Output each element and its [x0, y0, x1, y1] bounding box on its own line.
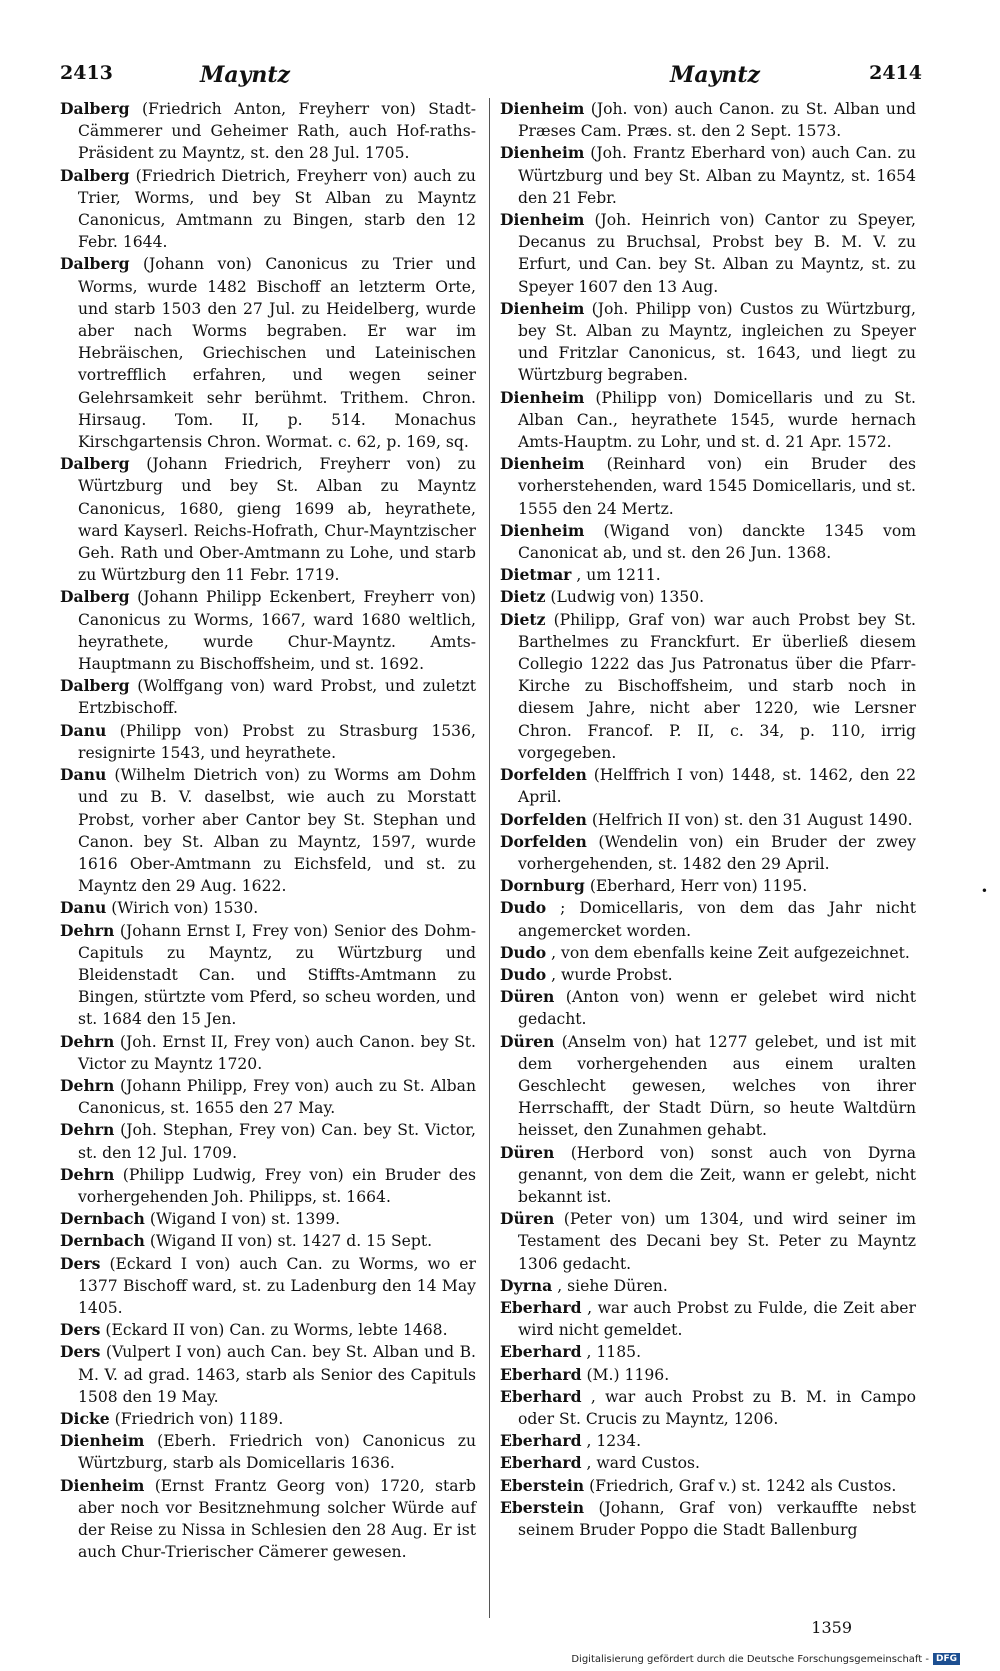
right-page-number: 2414 [869, 62, 922, 84]
entry-text: (Joh. Heinrich von) Cantor zu Speyer, Decanus zu Bruchsal, Probst bey B. M. V. zu Erfurt, und Can. bey St. Alban zu Mayntz, st. zu Speyer 1607 den 13 Aug. [518, 211, 916, 296]
dictionary-entry [500, 520, 916, 564]
dictionary-entry [500, 1341, 916, 1363]
catchword: 1359 [811, 1618, 852, 1637]
entry-headword: Dernbach [60, 1231, 145, 1251]
dictionary-entry [500, 831, 916, 875]
entry-headword: Dehrn [60, 1031, 115, 1051]
dictionary-entry [60, 1341, 476, 1408]
entry-text: , war auch Probst zu Fulde, die Zeit aber wird nicht gemeldet. [518, 1298, 916, 1340]
entry-headword: Dietmar [500, 565, 572, 585]
dictionary-entry [60, 1408, 476, 1430]
running-header [60, 58, 922, 92]
dictionary-entry [500, 1275, 916, 1297]
entry-text: (Wigand II von) st. 1427 d. 15 Sept. [149, 1232, 433, 1251]
entry-text: (Johann Friedrich, Freyherr von) zu Würtzburg und bey St. Alban zu Mayntz Canonicus, 1680, gieng 1699 ab, heyrathete, ward Kayserl. Reichs-Hofrath, Chur-Mayntzischer Geh. Rath und Ober-Amtmann zu Lohe, und starb zu Würtzburg den 11 Febr. 1719. [78, 455, 476, 585]
entry-headword: Düren [500, 987, 555, 1007]
entry-headword: Dehrn [60, 1075, 115, 1095]
entry-text: (Ernst Frantz Georg von) 1720, starb aber noch vor Besitznehmung solcher Würde auf der Reise zu Nissa in Schlesien den 28 Aug. Er ist auch Chur-Trierischer Cämerer gewesen. [78, 1476, 476, 1562]
entry-text: (Wigand von) danckte 1345 vom Canonicat ab, und st. den 26 Jun. 1368. [518, 521, 916, 563]
entry-text: (Friedrich Anton, Freyherr von) Stadt-Cämmerer und Geheimer Rath, auch Hof-raths-Präsident zu Mayntz, st. den 28 Jul. 1705. [78, 100, 476, 163]
entry-headword: Dornburg [500, 876, 585, 896]
dictionary-entry [60, 1253, 476, 1320]
dictionary-entry [500, 1364, 916, 1386]
entry-text: (Helffrich I von) 1448, st. 1462, den 22 April. [518, 766, 916, 807]
entry-headword: Dehrn [60, 920, 115, 940]
entry-text: (Joh. von) auch Canon. zu St. Alban und Præses Cam. Præs. st. den 2 Sept. 1573. [518, 100, 916, 141]
digitization-footer [571, 1653, 960, 1665]
entry-headword: Eberstein [500, 1497, 585, 1517]
entry-headword: Düren [500, 1031, 555, 1051]
entry-headword: Dienheim [500, 210, 585, 230]
entry-text: (Anton von) wenn er gelebet wird nicht gedacht. [518, 988, 916, 1029]
entry-text: (Anselm von) hat 1277 gelebet, und ist mit dem vorhergehenden aus einem uralten Geschlecht gewesen, welches von ihrer Herrschafft, der Stadt Dürn, so heute Waltdürn heisset, den Zunahmen gehabt. [518, 1032, 916, 1140]
left-running-title: Mayntz [200, 62, 291, 88]
entry-text: (Johann Ernst I, Frey von) Senior des Dohm-Capituls zu Mayntz, zu Würtzburg und Bleidenstadt Can. und Stiffts-Amtmann zu Bingen, stürtzte vom Pferd, so scheu worden, und st. 1684 den 15 Jen. [78, 921, 476, 1029]
entry-headword: Dehrn [60, 1120, 115, 1140]
entry-text: , siehe Düren. [557, 1276, 668, 1295]
dictionary-entry [60, 165, 476, 254]
dictionary-entry [500, 609, 916, 764]
dictionary-entry [500, 1031, 916, 1142]
entry-headword: Dalberg [60, 587, 130, 607]
entry-text: (Wirich von) 1530. [111, 899, 259, 918]
entry-headword: Dernbach [60, 1209, 145, 1229]
entry-headword: Dudo [500, 964, 547, 984]
entry-headword: Dienheim [500, 520, 585, 540]
dictionary-entry [500, 942, 916, 964]
entry-headword: Ders [60, 1342, 101, 1362]
entry-text: (Wendelin von) ein Bruder der zwey vorhergehenden, st. 1482 den 29 April. [518, 832, 916, 873]
entry-headword: Eberhard [500, 1386, 582, 1406]
dictionary-entry [500, 1142, 916, 1209]
dictionary-entry [500, 764, 916, 808]
entry-headword: Eberhard [500, 1342, 582, 1362]
entry-headword: Dalberg [60, 165, 130, 185]
dictionary-entry [500, 298, 916, 387]
dictionary-entry [500, 875, 916, 897]
dictionary-entry [500, 1430, 916, 1452]
entry-headword: Dienheim [60, 1475, 145, 1495]
entry-text: , 1234. [586, 1432, 642, 1451]
dictionary-entry [60, 897, 476, 919]
dictionary-entry [60, 453, 476, 586]
dictionary-entry [60, 1031, 476, 1075]
entry-text: (Peter von) um 1304, und wird seiner im Testament des Decani bey St. Peter zu Mayntz 1306 gedacht. [518, 1210, 916, 1273]
entry-text: (Joh. Stephan, Frey von) Can. bey St. Victor, st. den 12 Jul. 1709. [78, 1121, 476, 1162]
entry-headword: Ders [60, 1253, 101, 1273]
dictionary-entry [60, 1230, 476, 1252]
footer-text: Digitalisierung gefördert durch die Deutsche Forschungsgemeinschaft - [571, 1653, 929, 1665]
entry-headword: Dienheim [60, 1431, 145, 1451]
entry-headword: Dudo [500, 898, 547, 918]
entry-headword: Dienheim [500, 143, 585, 163]
dictionary-entry [500, 564, 916, 586]
dictionary-entry [500, 1297, 916, 1341]
dictionary-entry [60, 1208, 476, 1230]
dictionary-entry [60, 1119, 476, 1163]
dictionary-entry [60, 98, 476, 165]
entry-headword: Dorfelden [500, 831, 587, 851]
dictionary-entry [60, 586, 476, 675]
entry-headword: Eberstein [500, 1475, 585, 1495]
dictionary-entry [60, 675, 476, 719]
entry-text: (Friedrich, Graf v.) st. 1242 als Custos. [589, 1476, 897, 1495]
entry-text: , um 1211. [576, 566, 661, 585]
entry-headword: Dalberg [60, 676, 130, 696]
entry-text: , wurde Probst. [551, 965, 673, 984]
entry-headword: Dienheim [500, 454, 585, 474]
book-page [60, 58, 922, 1637]
dictionary-entry [60, 1075, 476, 1119]
entry-text: (Johann Philipp Eckenbert, Freyherr von) Canonicus zu Worms, 1667, ward 1680 weltlich, heyrathete, wurde Chur-Mayntz. Amts-Hauptmann zu Bischoffsheim, und st. 1692. [78, 588, 476, 674]
entry-headword: Dyrna [500, 1275, 553, 1295]
entry-headword: Dicke [60, 1408, 110, 1428]
entry-text: (M.) 1196. [586, 1365, 670, 1384]
margin-mark: • [980, 884, 988, 898]
entry-headword: Dienheim [500, 99, 585, 118]
entry-text: (Eckard II von) Can. zu Worms, lebte 1468. [105, 1321, 448, 1340]
dfg-logo: DFG [933, 1653, 960, 1665]
entry-headword: Dietz [500, 609, 546, 629]
entry-headword: Dorfelden [500, 809, 587, 829]
dictionary-entry [500, 387, 916, 454]
dictionary-entry [500, 98, 916, 142]
dictionary-entry [60, 1430, 476, 1474]
dictionary-entry [60, 1319, 476, 1341]
entry-headword: Dienheim [500, 387, 585, 407]
left-page-number: 2413 [60, 62, 113, 84]
entry-text: (Ludwig von) 1350. [550, 588, 705, 607]
entry-headword: Danu [60, 898, 107, 918]
entry-text: (Friedrich von) 1189. [114, 1409, 284, 1428]
entry-text: (Johann, Graf von) verkauffte nebst seinem Bruder Poppo die Stadt Ballenburg [518, 1498, 916, 1539]
dictionary-entry [60, 764, 476, 897]
entry-headword: Dienheim [500, 298, 585, 318]
entry-headword: Danu [60, 720, 107, 740]
entry-headword: Dalberg [60, 99, 130, 118]
entry-headword: Dalberg [60, 454, 130, 474]
entry-text: (Johann von) Canonicus zu Trier und Worms, wurde 1482 Bischoff an letzterm Orte, und starb 1503 den 27 Jul. zu Heidelberg, wurde aber nach Worms begraben. Er war im Hebräischen, Griechischen und Lateinischen vortrefflich erfahren, und wegen seiner Gelehrsamkeit sehr berühmt. Trithem. Chron. Hirsaug. Tom. II, p. 514. Monachus Kirschgartensis Chron. Wormat. c. 62, p. 169, sq. [78, 255, 476, 452]
entry-headword: Eberhard [500, 1453, 582, 1473]
entry-text: (Helfrich II von) st. den 31 August 1490. [591, 810, 913, 829]
dictionary-entry [60, 1164, 476, 1208]
entry-text: (Reinhard von) ein Bruder des vorherstehenden, ward 1545 Domicellaris, und st. 1555 den 24 Mertz. [518, 455, 916, 518]
entry-text: (Eckard I von) auch Can. zu Worms, wo er 1377 Bischoff ward, st. zu Ladenburg den 14 May 1405. [78, 1254, 476, 1317]
dictionary-entry [60, 920, 476, 1031]
entry-headword: Dehrn [60, 1164, 115, 1184]
dictionary-entry [500, 453, 916, 520]
entry-headword: Eberhard [500, 1297, 582, 1317]
entry-text: ; Domicellaris, von dem das Jahr nicht angemercket worden. [518, 899, 916, 940]
entry-text: (Vulpert I von) auch Can. bey St. Alban und B. M. V. ad grad. 1463, starb als Senior des Capituls 1508 den 19 May. [78, 1343, 476, 1406]
entry-text: (Wolffgang von) ward Probst, und zuletzt Ertzbischoff. [78, 677, 476, 718]
right-running-title: Mayntz [670, 62, 761, 88]
entry-text: (Philipp Ludwig, Frey von) ein Bruder des vorhergehenden Joh. Philipps, st. 1664. [78, 1165, 476, 1206]
entry-text: (Joh. Ernst II, Frey von) auch Canon. bey St. Victor zu Mayntz 1720. [78, 1032, 476, 1073]
entry-text: (Wilhelm Dietrich von) zu Worms am Dohm und zu B. V. daselbst, wie auch zu Morstatt Probst, vorher aber Cantor bey St. Stephan und Canon. bey St. Alban zu Mayntz, 1597, wurde 1616 Ober-Amtmann zu Eichsfeld, und st. zu Mayntz den 29 Aug. 1622. [78, 766, 476, 896]
dictionary-entry [500, 1208, 916, 1275]
dictionary-entry [60, 253, 476, 453]
dictionary-entry [500, 897, 916, 941]
entry-headword: Dietz [500, 587, 546, 607]
entry-headword: Danu [60, 765, 107, 785]
entry-headword: Ders [60, 1320, 101, 1340]
left-column [60, 98, 476, 1563]
entry-text: , von dem ebenfalls keine Zeit aufgezeichnet. [551, 943, 910, 962]
entry-headword: Dorfelden [500, 765, 587, 785]
dictionary-entry [500, 1386, 916, 1430]
entry-headword: Eberhard [500, 1431, 582, 1451]
entry-text: (Friedrich Dietrich, Freyherr von) auch zu Trier, Worms, und bey St Alban zu Mayntz Canonicus, Amtmann zu Bingen, starb den 12 Febr. 1644. [78, 166, 476, 252]
dictionary-entry [60, 720, 476, 764]
dictionary-entry [500, 964, 916, 986]
column-divider [489, 98, 490, 1618]
entry-text: (Philipp von) Domicellaris und zu St. Alban Can., heyrathete 1545, wurde hernach Amts-Hauptm. zu Lohr, und st. d. 21 Apr. 1572. [518, 388, 916, 452]
entry-text: , ward Custos. [586, 1454, 701, 1473]
entry-text: (Herbord von) sonst auch von Dyrna genannt, von dem die Zeit, wann er gelebt, nicht bekannt ist. [518, 1143, 916, 1206]
entry-text: , war auch Probst zu B. M. in Campo oder St. Crucis zu Mayntz, 1206. [518, 1387, 916, 1428]
entry-text: , 1185. [586, 1343, 642, 1362]
right-column [500, 98, 916, 1541]
entry-headword: Düren [500, 1209, 555, 1229]
dictionary-entry [60, 1475, 476, 1564]
dictionary-entry [500, 1497, 916, 1541]
dictionary-entry [500, 986, 916, 1030]
dictionary-entry [500, 586, 916, 608]
entry-headword: Dalberg [60, 254, 130, 274]
dictionary-entry [500, 809, 916, 831]
dictionary-entry [500, 1452, 916, 1474]
dictionary-entry [500, 1475, 916, 1497]
entry-text: (Eberhard, Herr von) 1195. [589, 877, 808, 896]
entry-text: (Johann Philipp, Frey von) auch zu St. Alban Canonicus, st. 1655 den 27 May. [78, 1076, 476, 1118]
entry-text: (Wigand I von) st. 1399. [149, 1210, 341, 1229]
entry-headword: Düren [500, 1142, 555, 1162]
entry-headword: Dudo [500, 942, 547, 962]
entry-text: (Philipp von) Probst zu Strasburg 1536, resignirte 1543, und heyrathete. [78, 721, 476, 762]
entry-text: (Philipp, Graf von) war auch Probst bey St. Barthelmes zu Franckfurt. Er überließ diesem Collegio 1222 das Jus Patronatus über die Pfarr-Kirche zu Bischoffsheim, und starb noch in diesem Jahre, nicht aber 1220, wie Lersner Chron. Francof. P. II, c. 34, p. 110, irrig vorgegeben. [518, 610, 916, 762]
entry-headword: Eberhard [500, 1364, 582, 1384]
dictionary-entry [500, 142, 916, 209]
entry-text: (Joh. Frantz Eberhard von) auch Can. zu Würtzburg und bey St. Alban zu Mayntz, st. 1654 den 21 Febr. [518, 144, 917, 207]
entry-text: (Joh. Philipp von) Custos zu Würtzburg, bey St. Alban zu Mayntz, ingleichen zu Speyer und Fritzlar Canonicus, st. 1643, und liegt zu Würtzburg begraben. [518, 299, 916, 385]
dictionary-entry [500, 209, 916, 298]
entry-text: (Eberh. Friedrich von) Canonicus zu Würtzburg, starb als Domicellaris 1636. [78, 1432, 476, 1473]
